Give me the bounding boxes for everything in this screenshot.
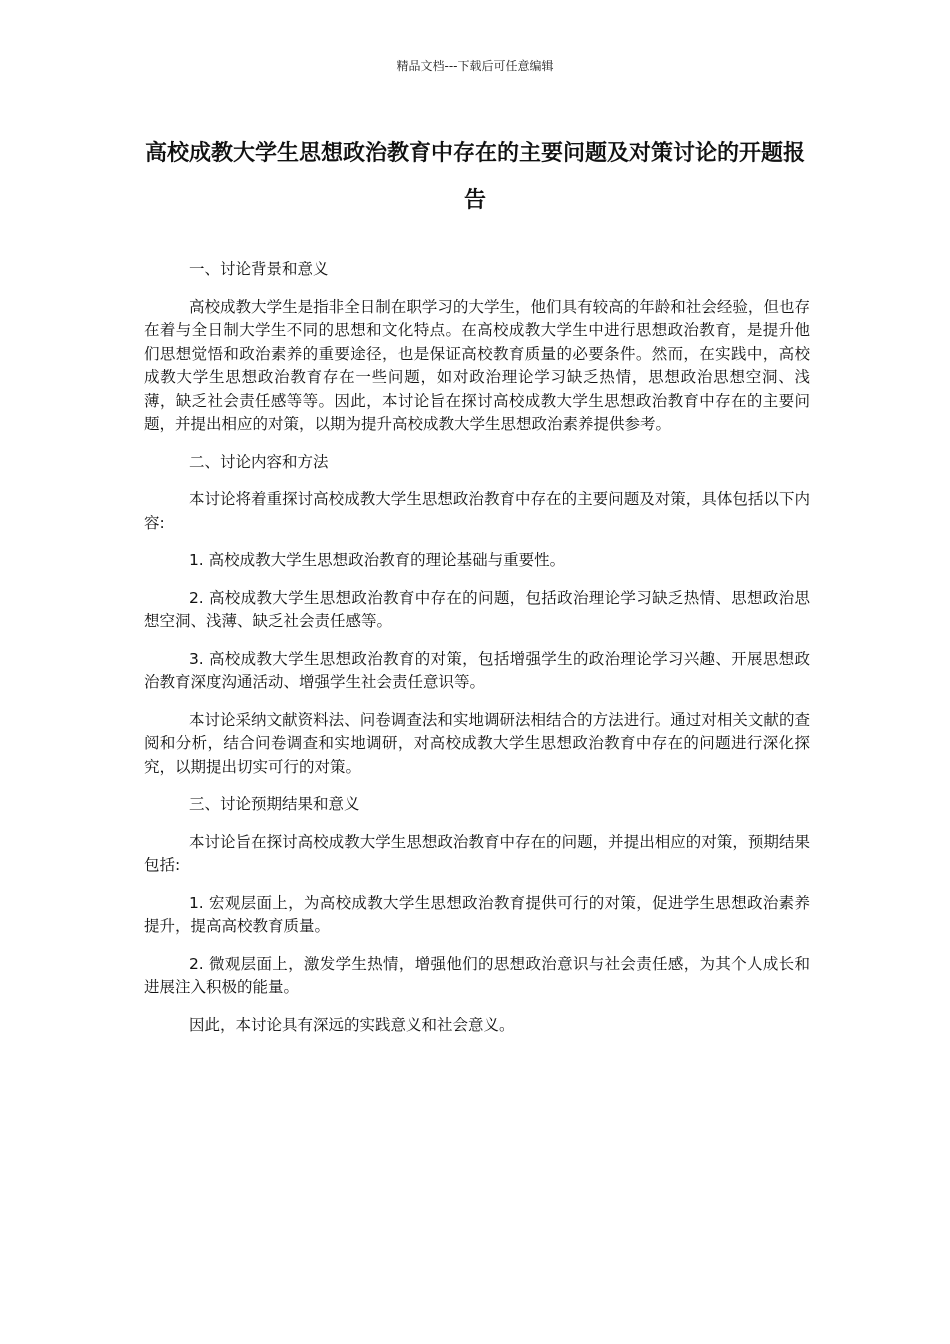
list-item-result-1: 1. 宏观层面上，为高校成教大学生思想政治教育提供可行的对策，促进学生思想政治素养提升，提高高校教育质量。 — [144, 893, 810, 935]
document-body — [144, 258, 810, 1051]
paragraph-method: 本讨论采纳文献资料法、问卷调查法和实地调研法相结合的方法进行。通过对相关文献的查阅和分析，结合问卷调查和实地调研，对高校成教大学生思想政治教育中存在的问题进行深化探究，以期提出切实可行的对策。 — [144, 710, 810, 776]
list-item-content-2: 2. 高校成教大学生思想政治教育中存在的问题，包括政治理论学习缺乏热情、思想政治思想空洞、浅薄、缺乏社会责任感等。 — [144, 588, 810, 630]
section-heading-expected-results: 三、讨论预期结果和意义 — [188, 795, 360, 813]
paragraph-background: 高校成教大学生是指非全日制在职学习的大学生，他们具有较高的年龄和社会经验，但也存在着与全日制大学生不同的思想和文化特点。在高校成教大学生中进行思想政治教育，是提升他们思想觉悟和政治素养的重要途径，也是保证高校教育质量的必要条件。然而，在实践中，高校成教大学生思想政治教育存在一些问题，如对政治理论学习缺乏热情，思想政治思想空洞、浅薄，缺乏社会责任感等等。因此，本讨论旨在探讨高校成教大学生思想政治教育中存在的主要问题，并提出相应的对策，以期为提升高校成教大学生思想政治素养提供参考。 — [144, 297, 810, 433]
list-item-content-1: 1. 高校成教大学生思想政治教育的理论基础与重要性。 — [188, 551, 566, 569]
list-item-content-3: 3. 高校成教大学生思想政治教育的对策，包括增强学生的政治理论学习兴趣、开展思想政治教育深度沟通活动、增强学生社会责任意识等。 — [144, 649, 810, 691]
list-item-result-2: 2. 微观层面上，激发学生热情，增强他们的思想政治意识与社会责任感，为其个人成长和进展注入积极的能量。 — [144, 954, 810, 996]
section-heading-content-method: 二、讨论内容和方法 — [188, 452, 329, 471]
section-heading-background: 一、讨论背景和意义 — [188, 260, 329, 278]
document-title: 高校成教大学生思想政治教育中存在的主要问题及对策讨论的开题报告 — [144, 141, 805, 213]
paragraph-content-intro: 本讨论将着重探讨高校成教大学生思想政治教育中存在的主要问题及对策，具体包括以下内容: — [144, 490, 810, 532]
header-note: 精品文档---下载后可任意编辑 — [396, 59, 554, 73]
paragraph-conclusion: 因此，本讨论具有深远的实践意义和社会意义。 — [188, 1015, 515, 1034]
paragraph-results-intro: 本讨论旨在探讨高校成教大学生思想政治教育中存在的问题，并提出相应的对策，预期结果包括: — [144, 832, 810, 874]
